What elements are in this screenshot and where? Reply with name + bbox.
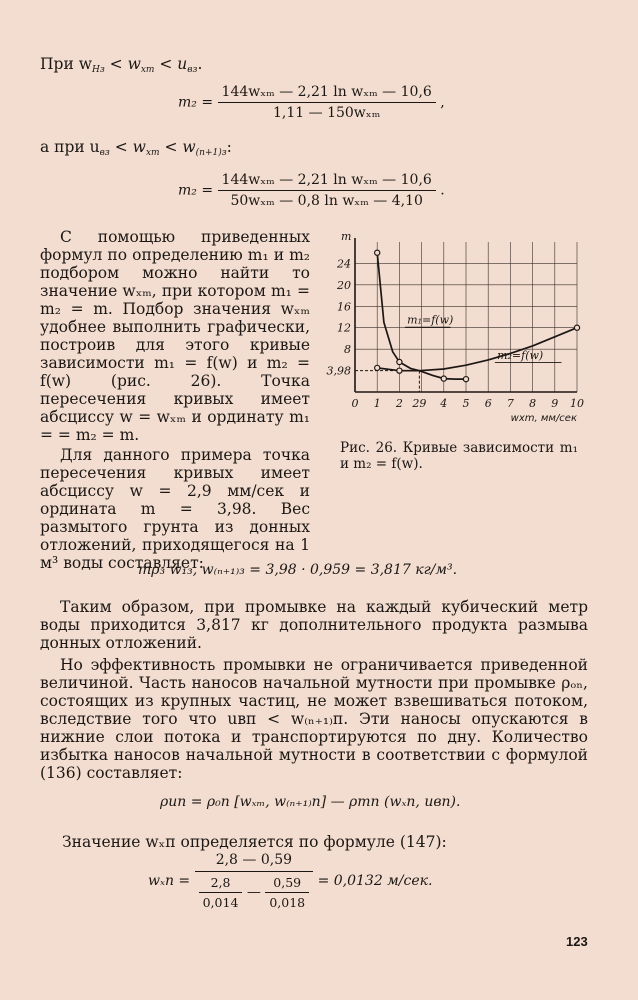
y-tick-label: 8 [344, 343, 351, 357]
series-2-marker [375, 365, 380, 370]
series-1-marker [375, 250, 380, 255]
paragraph-1: Таким образом, при промывке на каждый кубический метр воды приходится 3,817 кг дополнительного продукта размыва донных отложений. [40, 598, 588, 652]
y-tick-label: 24 [337, 257, 351, 271]
x-tick-label: 1 [373, 397, 381, 410]
column-paragraph-1: С помощью приведенных формул по определению m₁ и m₂ подбором можно найти то значение wₓₘ, при котором m₁ = m₂ = m. Подбор значения wₓₘ удобнее выполнить графически, построив для этого кривые зависимости m₁ = f(w) и m₂ = f(w) (рис. 26). Точка пересечения кривых имеет абсциссу w = wₓₘ и ординату m₁ = = m₂ = m. [40, 228, 310, 444]
column-text [40, 228, 310, 572]
y-tick-label: 3,98 [326, 364, 351, 378]
y-tick-label: 16 [337, 300, 351, 314]
x-axis-label: wxm, мм/сек [510, 413, 577, 424]
equation-rho-ip: ρип = ρ₀п [wₓₘ, w₍ₙ₊₁₎п] — ρтп (wₓп, uвп). [160, 794, 461, 810]
x-tick-label: 10 [570, 397, 584, 410]
series-1-marker [441, 376, 446, 381]
y-tick-label: 20 [337, 278, 351, 292]
x-tick-label: 0 [351, 397, 359, 410]
y-axis-label: m [341, 230, 352, 243]
equation-m2-first: m₂ = $\frac{\text{144wₓₘ — 2,21 ln wₓₘ — 10,6}}{\text{1,11 — 150wₓₘ}}$ , [178, 84, 445, 121]
x-tick-label: 7 [506, 397, 514, 410]
series-1-label: m₁=f(w) [407, 313, 454, 327]
equation-m-rho: mρ₃ w₁₃, w₍ₙ₊₁₎₃ = 3,98 · 0,959 = 3,817 кг/м³. [138, 562, 458, 578]
main-text [40, 598, 588, 782]
series-1-marker [463, 377, 468, 382]
equation-wxp: wₓп = 2,8 — 0,59 $\frac{2,8}{0,014}$ — $\frac{0,59}{0,018}$ = 0,0132 м/сек. [148, 852, 433, 910]
series-2-marker [397, 368, 402, 373]
figure-26-chart [325, 228, 595, 428]
wxp-intro-line: Значение wₓп определяется по формуле (147): [62, 833, 447, 851]
x-tick-label: 9 [551, 397, 559, 410]
x-tick-label: 5 [462, 397, 470, 410]
x-tick-label: 29 [412, 397, 427, 410]
condition-line-1: При $w_{Нз} < w_{xm} < u_{вз}$. [40, 55, 203, 75]
equation-m2-second: m₂ = $\frac{\text{144wₓₘ — 2,21 ln wₓₘ — 10,6}}{\text{50wₓₘ — 0,8 ln wₓₘ — 4,10}}$ . [178, 172, 445, 209]
paragraph-2: Но эффективность промывки не ограничивается приведенной величиной. Часть наносов начальной мутности при промывке ρₒₙ, состоящих из крупных частиц, не может взвешиваться потоком, вследствие того что uвп < w₍ₙ₊₁₎п. Эти наносы опускаются в нижние слои потока и транспортируются по дну. Количество избытка наносов начальной мутности в соответствии с формулой (136) составляет: [40, 656, 588, 782]
figure-caption: Рис. 26. Кривые зависимости m₁ и m₂ = f(w). [340, 440, 578, 472]
x-tick-label: 2 [395, 397, 403, 410]
column-paragraph-2: Для данного примера точка пересечения кривых имеет абсциссу w = 2,9 мм/сек и ордината m = 3,98. Вес размытого грунта из донных отложений, приходящегося на 1 м³ воды составляет: [40, 446, 310, 572]
page-number: 123 [566, 934, 588, 949]
x-tick-label: 6 [484, 397, 492, 410]
y-tick-label: 12 [337, 321, 351, 335]
series-1-marker [397, 359, 402, 364]
series-2-marker [574, 325, 579, 330]
condition-line-2: а при $u_{вз} < w_{xm} < w_{(n+1)з}$: [40, 138, 232, 158]
x-tick-label: 8 [529, 397, 537, 410]
series-2-label: m₂=f(w) [497, 348, 544, 362]
x-tick-label: 4 [440, 397, 448, 410]
